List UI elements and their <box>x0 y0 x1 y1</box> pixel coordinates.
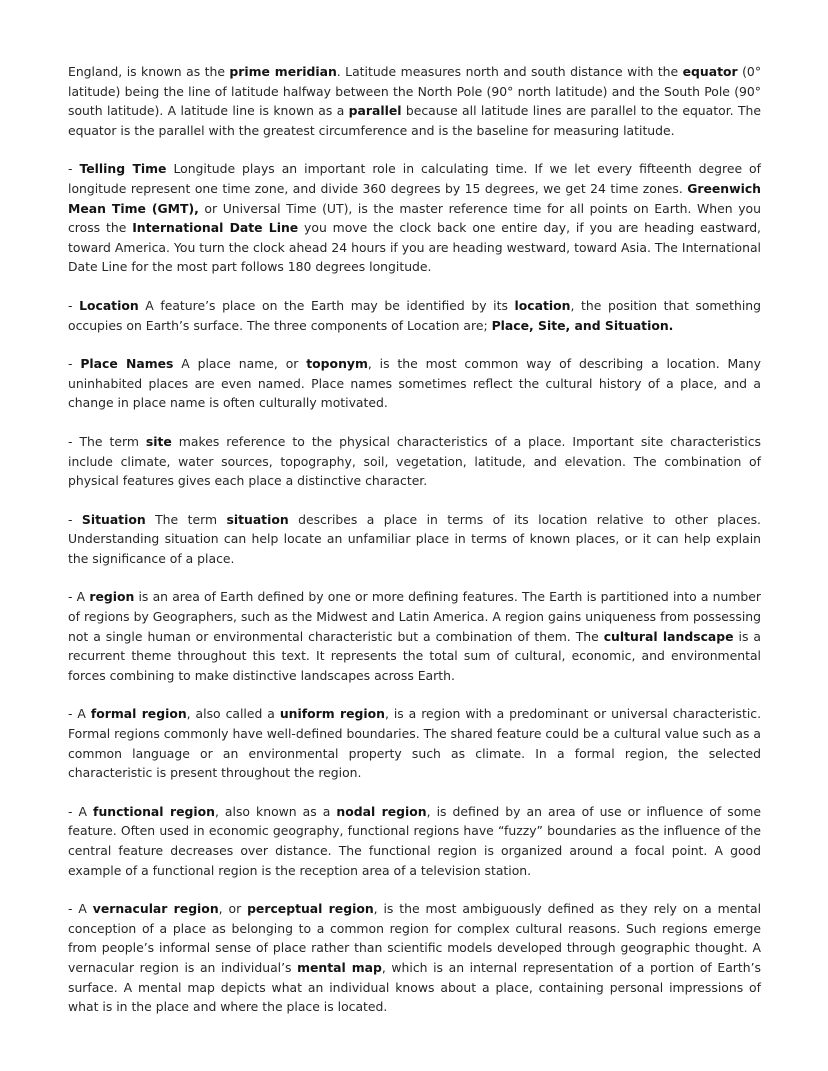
emphasis-term: parallel <box>348 103 402 119</box>
emphasis-term: situation <box>226 511 289 527</box>
body-text: (0° latitude) being the line of latitude halfway between the North Pole (90° north latitude) and the South Pole (90° south latitude). A latitude line is known as a <box>68 64 762 119</box>
emphasis-term: Location <box>79 297 139 313</box>
body-text: A feature’s place on the Earth may be identified by its <box>138 297 515 313</box>
emphasis-term: mental map <box>297 959 382 975</box>
body-text: describes a place in terms of its location relative to other places. Understanding situation can help locate an unfamiliar place in terms of known places, or it can help explain the significance of a place. <box>68 511 761 566</box>
body-text: because all latitude lines are parallel to the equator. The equator is the parallel with the greatest circumference and is the baseline for measuring latitude. <box>68 103 761 138</box>
paragraph-telling-time <box>68 159 761 277</box>
body-text: - <box>68 161 80 177</box>
emphasis-term: prime meridian <box>229 64 337 79</box>
emphasis-term: perceptual region <box>247 901 374 917</box>
body-text: England, is known as the <box>68 64 230 79</box>
body-text: is an area of Earth defined by one or more defining features. The Earth is partitioned into a number of regions by Geographers, such as the Midwest and Latin America. A region gains uniqueness from possessing not a single human or environmental characteristic but a combination of them. The <box>68 589 761 644</box>
body-text: , is the most common way of describing a location. Many uninhabited places are even named. Place names sometimes reflect the cultural history of a place, and a change in place name is often culturally motivated. <box>68 356 761 411</box>
paragraph-site <box>68 432 761 491</box>
paragraph-functional-region <box>68 802 761 880</box>
emphasis-term: toponym <box>306 356 368 372</box>
paragraph-vernacular-region <box>68 899 761 1017</box>
emphasis-term: Greenwich Mean Time (GMT), <box>68 180 761 216</box>
body-text: . Latitude measures north and south distance with the <box>336 64 683 79</box>
body-text: , is the most ambiguously defined as they rely on a mental conception of a place as belonging to a common region for complex cultural reasons. Such regions emerge from people’s informal sense of place rather than scientific models developed through geographic thought. A vernacular region is an individual’s <box>68 901 762 975</box>
body-text: - A <box>68 803 94 819</box>
body-text: , is a region with a predominant or universal characteristic. Formal regions commonly have well-defined boundaries. The shared feature could be a cultural value such as a common language or an environmental property such as climate. In a formal region, the selected characteristic is present throughout the region. <box>68 706 762 781</box>
emphasis-term: Situation <box>81 511 146 527</box>
body-text: , which is an internal representation of a portion of Earth’s surface. A mental map depicts what an individual knows about a place, containing personal impressions of what is in the place and where the place is located. <box>68 959 761 1015</box>
emphasis-term: formal region <box>90 706 187 722</box>
emphasis-term: Place Names <box>80 356 174 372</box>
body-text: , the position that something occupies on Earth’s surface. The three components of Location are; <box>68 297 761 333</box>
body-text: is a recurrent theme throughout this text. It represents the total sum of cultural, economic, and environmental forces combining to make distinctive landscapes across Earth. <box>68 628 761 683</box>
emphasis-term: vernacular region <box>92 901 219 917</box>
paragraph-place-names <box>68 354 761 413</box>
body-text: , also called a <box>186 706 280 722</box>
body-text: - <box>68 356 81 372</box>
paragraph-region <box>68 587 761 685</box>
emphasis-term: cultural landscape <box>603 628 734 644</box>
emphasis-term: region <box>89 589 135 605</box>
paragraph-location <box>68 296 761 335</box>
body-text: - The term <box>68 433 146 449</box>
body-text: - <box>68 297 80 313</box>
emphasis-term: location <box>514 297 571 313</box>
emphasis-term: site <box>145 433 172 449</box>
emphasis-term: uniform region <box>279 706 385 722</box>
body-text: Longitude plays an important role in calculating time. If we let every fifteenth degree of longitude represent one time zone, and divide 360 degrees by 15 degrees, we get 24 time zones. <box>68 161 761 196</box>
document-body <box>68 62 761 1017</box>
body-text: , is defined by an area of use or influence of some feature. Often used in economic geography, functional regions have “fuzzy” boundaries as the influence of the central feature decreases over distance. The functional region is organized around a focal point. A good example of a functional region is the reception area of a television station. <box>68 803 761 878</box>
body-text: - A <box>68 901 93 917</box>
emphasis-term: equator <box>682 64 738 79</box>
body-text: , also known as a <box>214 803 337 819</box>
body-text: , or <box>218 901 248 917</box>
paragraph-situation <box>68 510 761 569</box>
body-text: makes reference to the physical characteristics of a place. Important site characteristics include climate, water sources, topography, soil, vegetation, latitude, and elevation. The combination of physical features gives each place a distinctive character. <box>68 433 761 489</box>
emphasis-term: Telling Time <box>79 161 167 177</box>
body-text: or Universal Time (UT), is the master reference time for all points on Earth. When you cross the <box>68 200 761 236</box>
emphasis-term: International Date Line <box>132 220 299 236</box>
emphasis-term: Place, Site, and Situation. <box>491 317 674 333</box>
paragraph-formal-region <box>68 704 761 782</box>
body-text: - <box>68 511 82 527</box>
emphasis-term: nodal region <box>336 803 427 819</box>
body-text: A place name, or <box>173 356 307 372</box>
paragraph-prime-meridian-latitude <box>68 62 761 140</box>
emphasis-term: functional region <box>93 803 215 819</box>
body-text: - A <box>68 706 91 722</box>
body-text: - A <box>68 589 90 605</box>
body-text: you move the clock back one entire day, if you are heading eastward, toward America. You turn the clock ahead 24 hours if you are heading westward, toward Asia. The International Date Line for the most part follows 180 degrees longitude. <box>68 220 761 275</box>
body-text: The term <box>145 511 227 527</box>
